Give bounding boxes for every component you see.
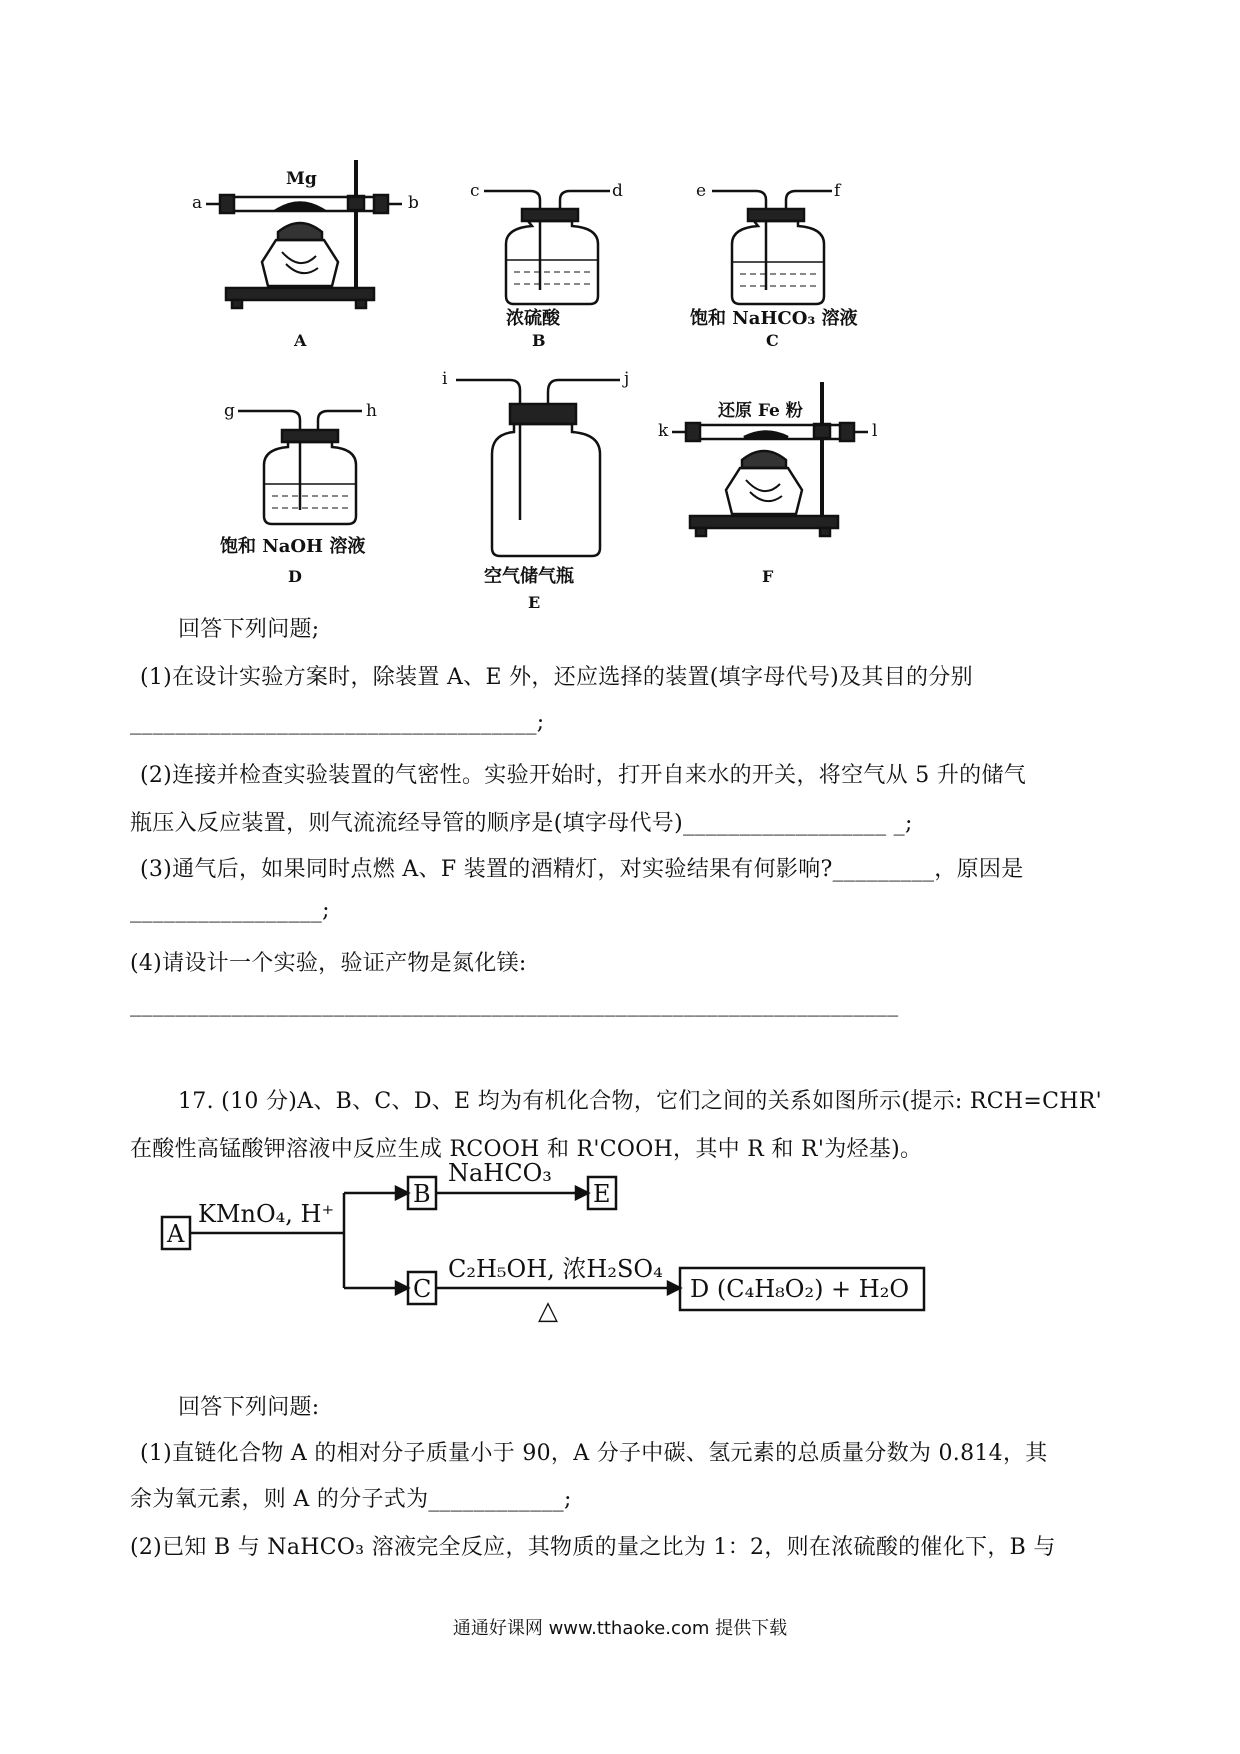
section2-q1-line1: (1)直链化合物 A 的相对分子质量小于 90，A 分子中碳、氢元素的总质量分数为 0.814，其 [140, 1441, 1048, 1466]
apparatus-e-port-i: i [442, 369, 448, 389]
apparatus-a-port-a: a [192, 193, 203, 213]
q17-line2: 在酸性高锰酸钾溶液中反应生成 RCOOH 和 R'COOH，其中 R 和 R'为烃基)。 [130, 1137, 923, 1162]
apparatus-c-caption: 饱和 NaHCO₃ 溶液 [690, 308, 858, 329]
scheme-box-c: C [413, 1275, 432, 1303]
apparatus-d [238, 411, 362, 524]
scheme-box-e: E [593, 1180, 611, 1208]
section1-q3-line1: (3)通气后，如果同时点燃 A、F 装置的酒精灯，对实验结果有何影响?_________，原因是 [140, 857, 1024, 882]
section1-q3-line2: _________________; [130, 898, 330, 923]
apparatus-c-port-f: f [834, 181, 841, 201]
section2-q2-line1: (2)已知 B 与 NaHCO₃ 溶液完全反应，其物质的量之比为 1：2，则在浓硫酸的催化下，B 与 [130, 1535, 1056, 1560]
apparatus-e-caption: 空气储气瓶 [484, 566, 574, 587]
apparatus-a-label: A [294, 331, 307, 350]
scheme-heat: △ [538, 1296, 558, 1326]
apparatus-figure [0, 0, 1240, 640]
section1-q4-line2: ____________________________________________________________________ [130, 992, 899, 1017]
apparatus-b-port-d: d [612, 181, 623, 201]
apparatus-e-port-j: j [624, 369, 630, 389]
q17-line1: 17. (10 分)A、B、C、D、E 均为有机化合物，它们之间的关系如图所示(提示: RCH=CHR' [178, 1089, 1102, 1114]
apparatus-b-label: B [532, 331, 546, 350]
section1-q2-line2: 瓶压入反应装置，则气流流经导管的顺序是(填字母代号)__________________ _; [130, 811, 913, 836]
apparatus-e [456, 380, 620, 556]
apparatus-f-label: F [762, 567, 774, 586]
apparatus-b [484, 191, 610, 304]
section1-q1-line2: ____________________________________; [130, 710, 545, 735]
scheme-reagent-b: NaHCO₃ [448, 1159, 552, 1187]
section1-q1-line1: (1)在设计实验方案时，除装置 A、E 外，还应选择的装置(填字母代号)及其目的分别 [140, 665, 973, 690]
apparatus-b-caption: 浓硫酸 [506, 308, 560, 329]
section2-intro: 回答下列问题: [178, 1395, 320, 1420]
scheme-product-d: D (C₄H₈O₂) + H₂O [690, 1275, 910, 1303]
apparatus-f-reagent: 还原 Fe 粉 [718, 401, 803, 421]
apparatus-f-port-k: k [658, 421, 669, 441]
apparatus-c [712, 191, 832, 304]
apparatus-e-label: E [528, 593, 541, 612]
apparatus-a-reagent: Mg [286, 169, 317, 189]
scheme-box-a: A [167, 1220, 185, 1248]
apparatus-d-caption: 饱和 NaOH 溶液 [220, 536, 366, 557]
section1-intro: 回答下列问题; [178, 617, 320, 642]
apparatus-f-port-l: l [872, 421, 878, 441]
scheme-reagent-a: KMnO₄, H⁺ [198, 1200, 335, 1228]
apparatus-c-port-e: e [696, 181, 707, 201]
apparatus-d-label: D [288, 567, 302, 586]
apparatus-c-label: C [766, 331, 779, 350]
scheme-reagent-c: C₂H₅OH, 浓H₂SO₄ [448, 1255, 663, 1283]
page-footer: 通通好课网 www.tthaoke.com 提供下载 [452, 1618, 788, 1639]
section1-q2-line1: (2)连接并检查实验装置的气密性。实验开始时，打开自来水的开关，将空气从 5 升的储气 [140, 763, 1027, 788]
apparatus-d-port-g: g [224, 401, 235, 421]
apparatus-a-port-b: b [408, 193, 419, 213]
scheme-box-b: B [413, 1180, 431, 1208]
apparatus-b-port-c: c [470, 181, 480, 201]
section2-q1-line2: 余为氧元素，则 A 的分子式为____________; [130, 1487, 572, 1512]
apparatus-d-port-h: h [366, 401, 377, 421]
section1-q4-line1: (4)请设计一个实验，验证产物是氮化镁: [130, 951, 527, 976]
